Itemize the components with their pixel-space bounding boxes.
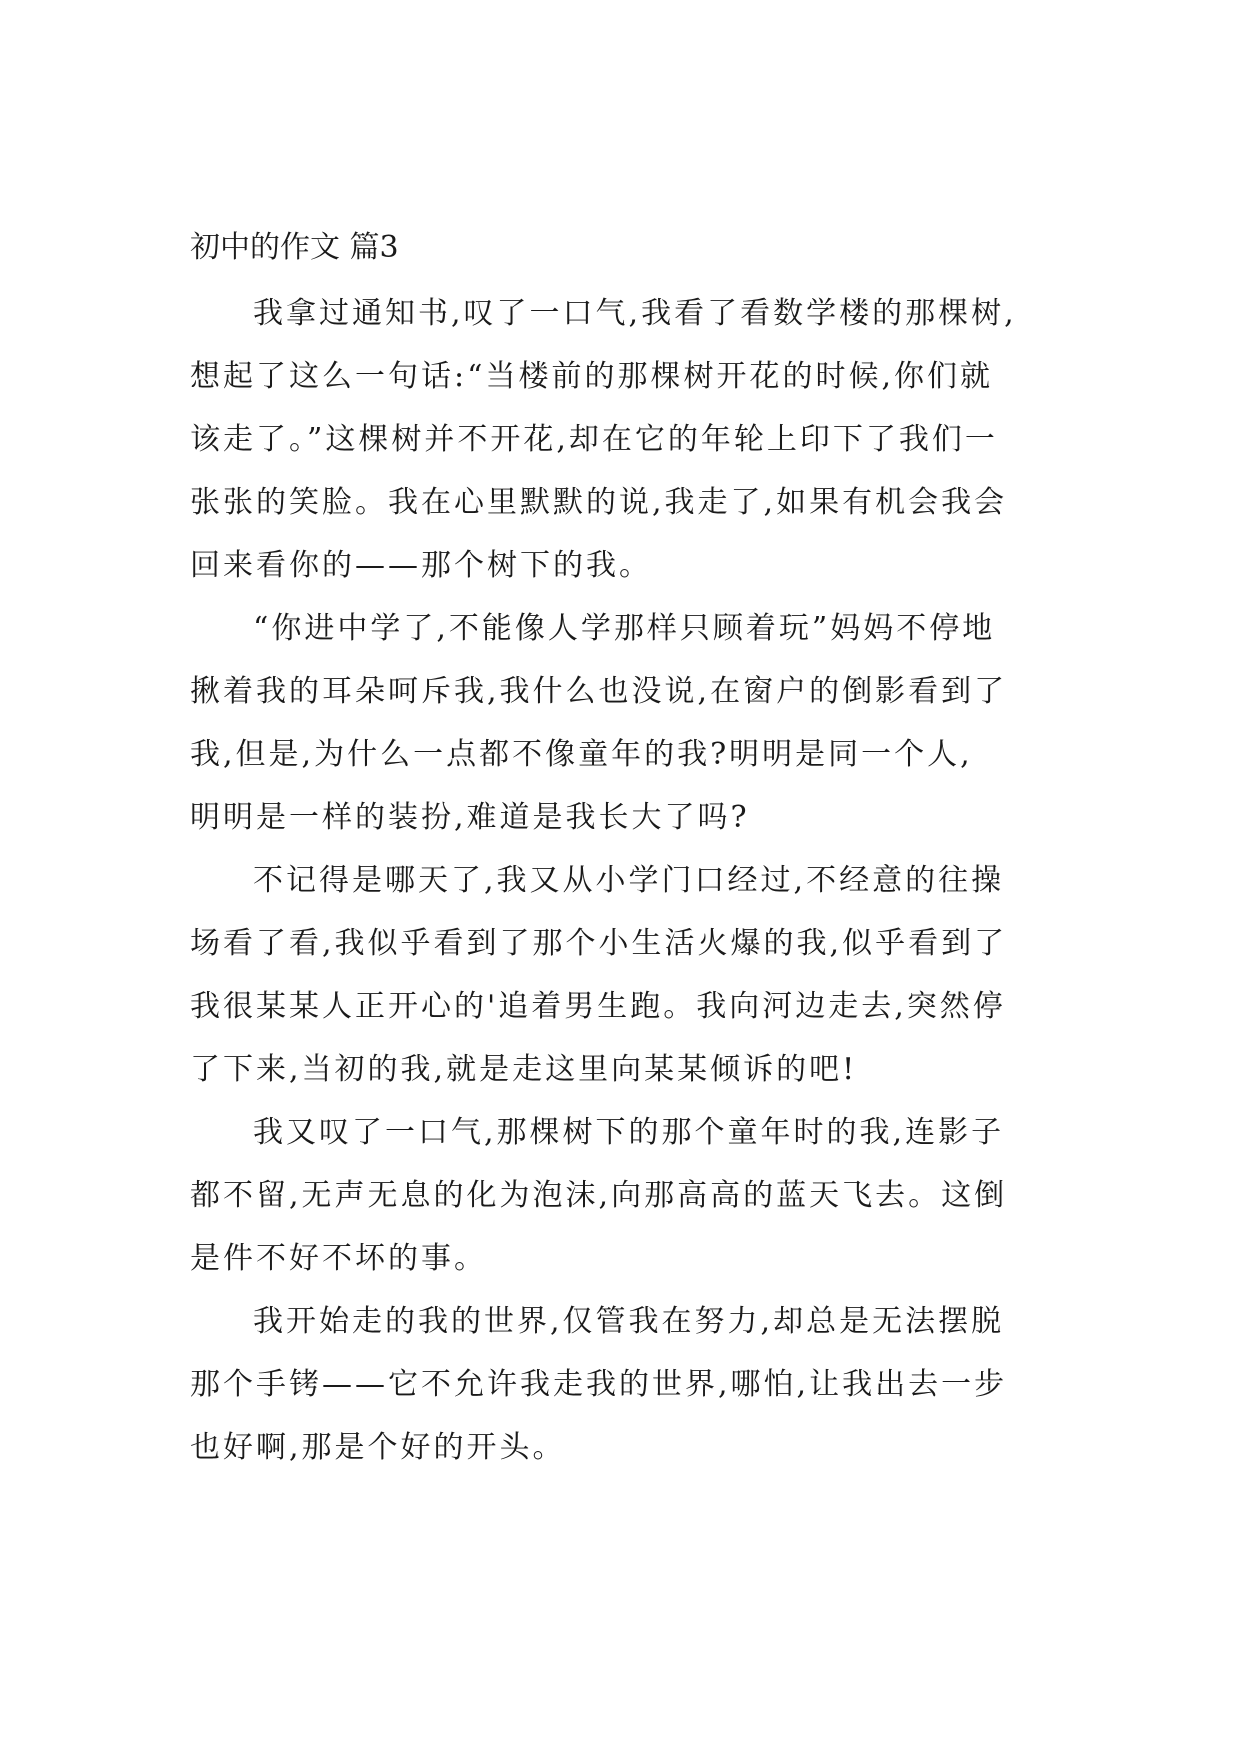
paragraph-5-line-2: 那个手铐——它不允许我走我的世界,哪怕,让我出去一步: [190, 1367, 1008, 1402]
paragraph-4-line-1: 我又叹了一口气,那棵树下的那个童年时的我,连影子: [253, 1115, 1005, 1150]
paragraph-1-line-2: 想起了这么一句话:“当楼前的那棵树开花的时候,你们就: [190, 359, 993, 394]
document-title: 初中的作文 篇3: [190, 230, 399, 265]
paragraph-2-line-4: 明明是一样的装扮,难道是我长大了吗?: [190, 800, 750, 835]
paragraph-3-line-2: 场看了看,我似乎看到了那个小生活火爆的我,似乎看到了: [190, 926, 1008, 961]
paragraph-5-line-3: 也好啊,那是个好的开头。: [190, 1430, 566, 1465]
paragraph-1-line-4: 张张的笑脸。我在心里默默的说,我走了,如果有机会我会: [190, 485, 1008, 520]
paragraph-4-line-2: 都不留,无声无息的化为泡沫,向那高高的蓝天飞去。这倒: [190, 1178, 1008, 1213]
paragraph-1-line-3: 该走了。”这棵树并不开花,却在它的年轮上印下了我们一: [190, 422, 998, 457]
paragraph-5-line-1: 我开始走的我的世界,仅管我在努力,却总是无法摆脱: [253, 1304, 1005, 1339]
paragraph-2-line-3: 我,但是,为什么一点都不像童年的我?明明是同一个人,: [190, 737, 973, 772]
paragraph-2-line-1: “你进中学了,不能像人学那样只顾着玩”妈妈不停地: [253, 611, 996, 646]
paragraph-2-line-2: 揪着我的耳朵呵斥我,我什么也没说,在窗户的倒影看到了: [190, 674, 1008, 709]
paragraph-1-line-1: 我拿过通知书,叹了一口气,我看了看数学楼的那棵树,: [253, 296, 1017, 331]
paragraph-3-line-4: 了下来,当初的我,就是走这里向某某倾诉的吧!: [190, 1052, 858, 1087]
paragraph-3-line-3: 我很某某人正开心的'追着男生跑。我向河边走去,突然停: [190, 989, 1006, 1024]
paragraph-4-line-3: 是件不好不坏的事。: [190, 1241, 487, 1276]
paragraph-3-line-1: 不记得是哪天了,我又从小学门口经过,不经意的往操: [253, 863, 1005, 898]
paragraph-1-line-5: 回来看你的——那个树下的我。: [190, 548, 652, 583]
